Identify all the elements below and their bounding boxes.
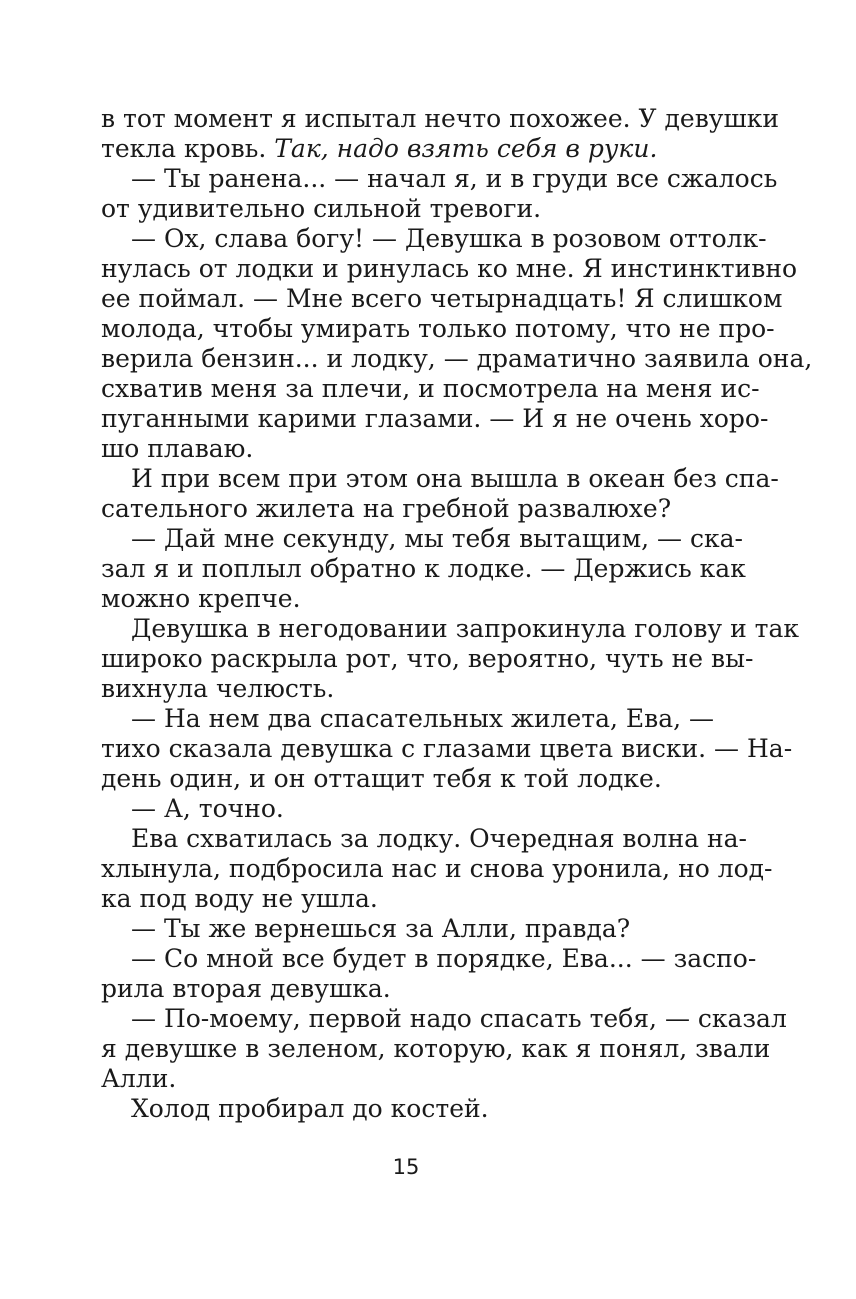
text-line: — Ох, слава богу! — Девушка в розовом оттолк- [131, 224, 767, 253]
text-line: Холод пробирал до костей. [131, 1094, 489, 1123]
text-line: нулась от лодки и ринулась ко мне. Я инстинктивно [101, 254, 798, 283]
text-line: — На нем два спасательных жилета, Ева, — [131, 704, 715, 733]
text-line: — По-моему, первой надо спасать тебя, — сказал [131, 1004, 787, 1033]
text-line: ее поймал. — Мне всего четырнадцать! Я слишком [101, 284, 783, 313]
text-line: сательного жилета на гребной развалюхе? [101, 494, 672, 523]
text-line: И при всем при этом она вышла в океан без спа- [131, 464, 779, 493]
text-line: Алли. [101, 1064, 177, 1093]
text-line [101, 134, 713, 164]
text-line: в тот момент я испытал нечто похожее. У девушки [101, 104, 780, 133]
text-line: — Со мной все будет в порядке, Ева... — заспо- [131, 944, 757, 973]
text-line: схватив меня за плечи, и посмотрела на меня ис- [101, 374, 760, 403]
text-line: широко раскрыла рот, что, вероятно, чуть не вы- [101, 644, 754, 673]
text-line: Девушка в негодовании запрокинула голову и так [131, 614, 800, 643]
text-line: хлынула, подбросила нас и снова уронила, но лод- [101, 854, 773, 883]
text-line: — А, точно. [131, 794, 284, 823]
page-number: 15 [392, 1155, 420, 1179]
text-line: Ева схватилась за лодку. Очередная волна на- [131, 824, 747, 853]
book-page-text [101, 104, 813, 1124]
text-line: молода, чтобы умирать только потому, что не про- [101, 314, 775, 343]
text-line: зал я и поплыл обратно к лодке. — Держись как [101, 554, 746, 583]
text-line: рила вторая девушка. [101, 974, 391, 1003]
text-line: вихнула челюсть. [101, 674, 335, 703]
text-fragment: текла кровь. [101, 134, 267, 163]
text-line: шо плаваю. [101, 434, 254, 463]
text-line: тихо сказала девушка с глазами цвета виски. — На- [101, 734, 793, 763]
italic-thought: Так, надо взять себя в руки. [274, 134, 658, 163]
text-line: — Ты ранена... — начал я, и в груди все сжалось [131, 164, 778, 193]
text-line: день один, и он оттащит тебя к той лодке. [101, 764, 662, 793]
text-line: ка под воду не ушла. [101, 884, 378, 913]
text-line: — Дай мне секунду, мы тебя вытащим, — ска- [131, 524, 743, 553]
text-line: от удивительно сильной тревоги. [101, 194, 542, 223]
text-line: можно крепче. [101, 584, 301, 613]
text-line: я девушке в зеленом, которую, как я понял, звали [101, 1034, 771, 1063]
text-line: пуганными карими глазами. — И я не очень хоро- [101, 404, 769, 433]
text-line: — Ты же вернешься за Алли, правда? [131, 914, 631, 943]
text-line: верила бензин... и лодку, — драматично заявила она, [101, 344, 813, 373]
